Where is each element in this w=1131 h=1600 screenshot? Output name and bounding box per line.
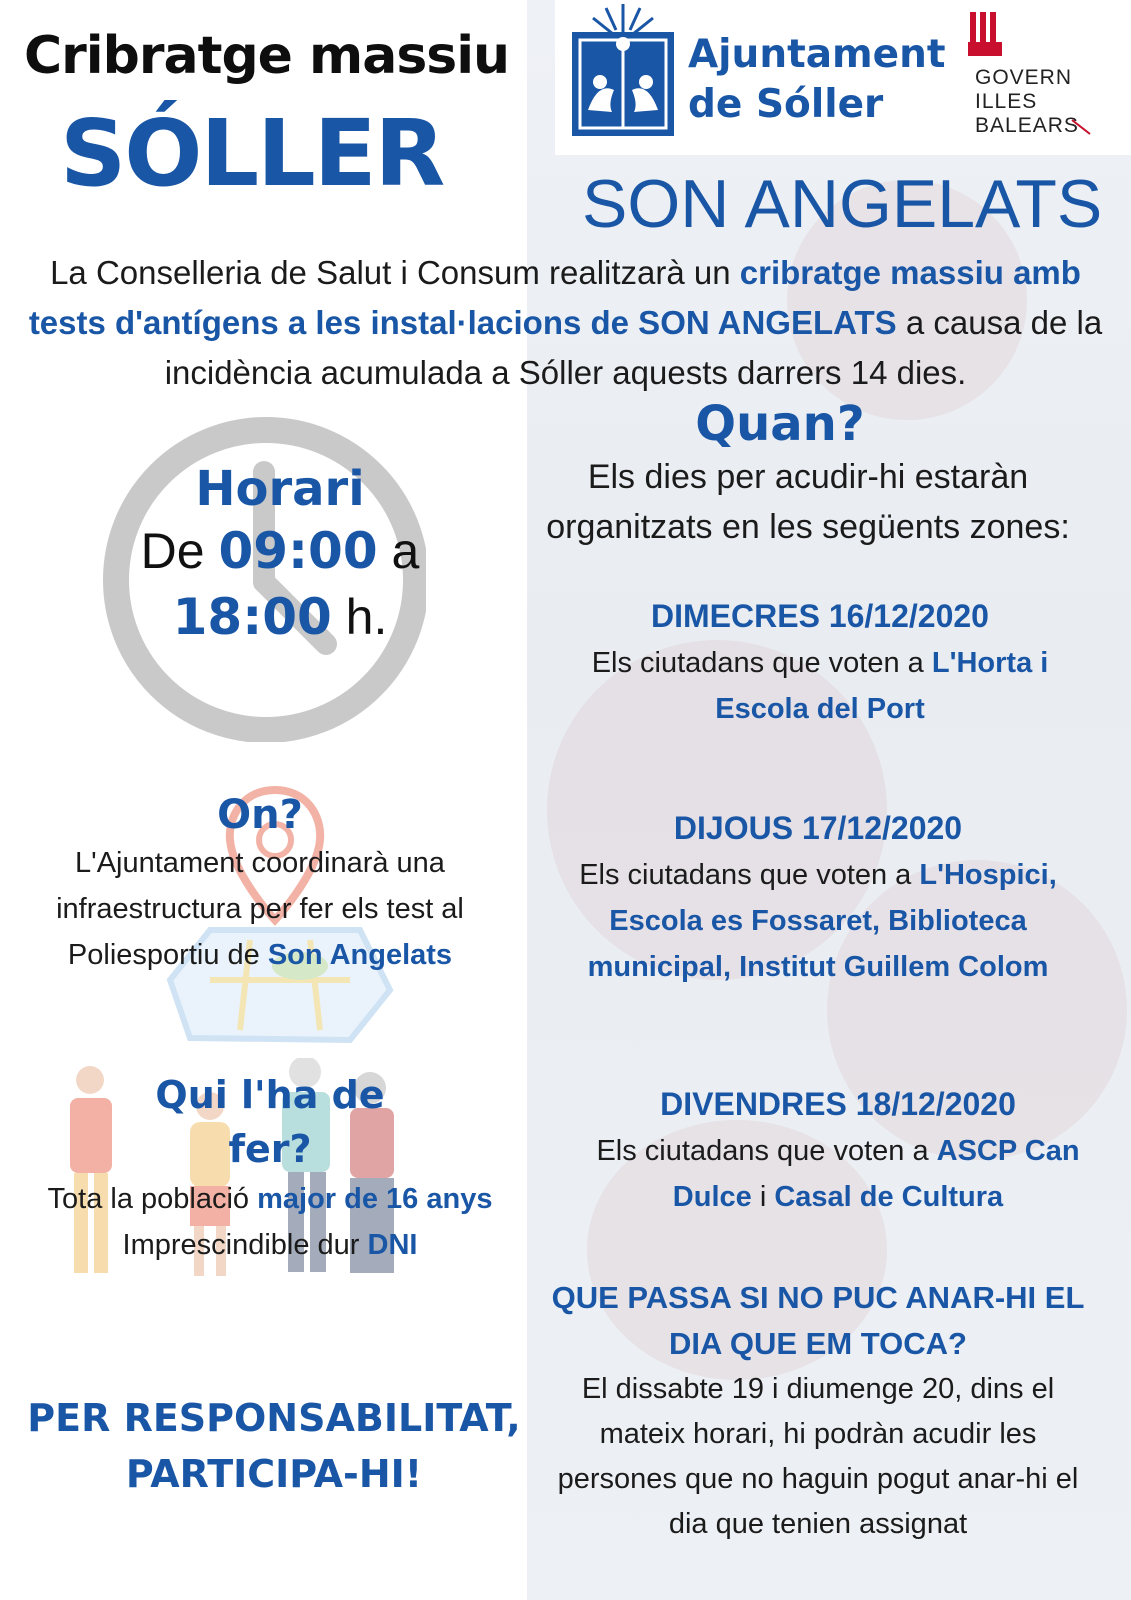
qui-title: Qui l'ha de fer?: [155, 1073, 385, 1171]
qui-text-line2: [20, 1222, 520, 1268]
day-text: [548, 852, 1088, 990]
horari-start: 09:00: [218, 522, 378, 580]
slogan: [14, 1390, 534, 1502]
ajuntament-shield-logo: [568, 2, 678, 140]
on-place: Son Angelats: [267, 939, 453, 971]
govern-slash-mark: [1070, 118, 1092, 136]
day-prefix: Els ciutadans que voten a: [596, 1135, 937, 1167]
qui-bold2: DNI: [367, 1229, 418, 1261]
faq-title: QUE PASSA SI NO PUC ANAR-HI EL DIA QUE EM TOCA?: [551, 1280, 1085, 1361]
day-text: [560, 640, 1080, 732]
ajuntament-line1: Ajuntament: [688, 32, 946, 77]
day-title: DIVENDRES 18/12/2020: [660, 1086, 1016, 1122]
quan-title: Quan?: [695, 396, 865, 452]
ajuntament-logo-text: [688, 30, 946, 130]
day-item-1: [560, 592, 1080, 732]
title-line1: Cribratge massiu: [24, 26, 510, 86]
govern-flag-logo: [968, 10, 1002, 56]
qui-text1: Tota la població: [47, 1183, 258, 1215]
horari-start-line: [100, 518, 460, 584]
day-prefix: Els ciutadans que voten a: [579, 859, 920, 891]
faq-text: El dissabte 19 i diumenge 20, dins el mateix horari, hi podràn acudir les persones que no haguin pogut anar-hi el dia que tenien assignat: [557, 1373, 1079, 1540]
title-line2: SÓLLER: [60, 100, 444, 207]
qui-block: [20, 1068, 520, 1268]
day-text: [568, 1128, 1108, 1220]
horari-title: Horari: [195, 461, 365, 517]
day-places: ASCP Can Dulce: [672, 1135, 1080, 1213]
on-block: [20, 790, 500, 978]
intro-part1: La Conselleria de Salut i Consum realitzarà un: [50, 254, 740, 291]
horari-end: 18:00: [172, 588, 332, 646]
day-places-2: Casal de Cultura: [774, 1181, 1004, 1213]
day-item-2: [548, 804, 1088, 990]
govern-line1: GOVERN: [975, 66, 1073, 89]
horari-de: De: [140, 523, 219, 579]
govern-line2: ILLES: [975, 90, 1038, 113]
on-text: [20, 840, 500, 978]
day-places: L'Hospici, Escola es Fossaret, Biblioteca municipal, Institut Guillem Colom: [587, 859, 1057, 983]
govern-line3: BALEARS: [975, 114, 1079, 137]
horari-block: [100, 460, 460, 650]
qui-text2: Imprescindible dur: [122, 1229, 368, 1261]
on-title: On?: [217, 792, 303, 838]
qui-bold1: major de 16 anys: [257, 1183, 493, 1215]
venue-heading: SON ANGELATS: [582, 166, 1103, 242]
horari-h: h.: [331, 589, 388, 645]
day-connector: i: [751, 1181, 775, 1213]
slogan-line1: PER RESPONSABILITAT,: [27, 1396, 521, 1440]
qui-text-line1: [20, 1176, 520, 1222]
day-title: DIJOUS 17/12/2020: [673, 810, 963, 846]
horari-end-line: [100, 584, 460, 650]
day-prefix: Els ciutadans que voten a: [591, 647, 932, 679]
horari-a: a: [377, 523, 420, 579]
intro-paragraph: [20, 248, 1111, 398]
intro-part2: a causa de la incidència acumulada a Sóller aquests darrers 14 dies.: [164, 304, 1103, 391]
slogan-line2: PARTICIPA-HI!: [125, 1452, 423, 1496]
govern-logo-text: [975, 66, 1079, 138]
day-places: L'Horta i Escola del Port: [715, 647, 1049, 725]
day-item-3: [568, 1080, 1108, 1220]
ajuntament-line2: de Sóller: [688, 82, 884, 127]
intro-bold: cribratge massiu amb tests d'antígens a les instal·lacions de SON ANGELATS: [28, 254, 1081, 341]
faq-block: [548, 1275, 1088, 1547]
on-text-body: L'Ajuntament coordinarà una infraestructura per fer els test al Poliesportiu de: [56, 847, 464, 971]
day-title: DIMECRES 16/12/2020: [651, 598, 989, 634]
quan-text: Els dies per acudir-hi estaràn organitzats en les següents zones:: [546, 458, 1070, 546]
